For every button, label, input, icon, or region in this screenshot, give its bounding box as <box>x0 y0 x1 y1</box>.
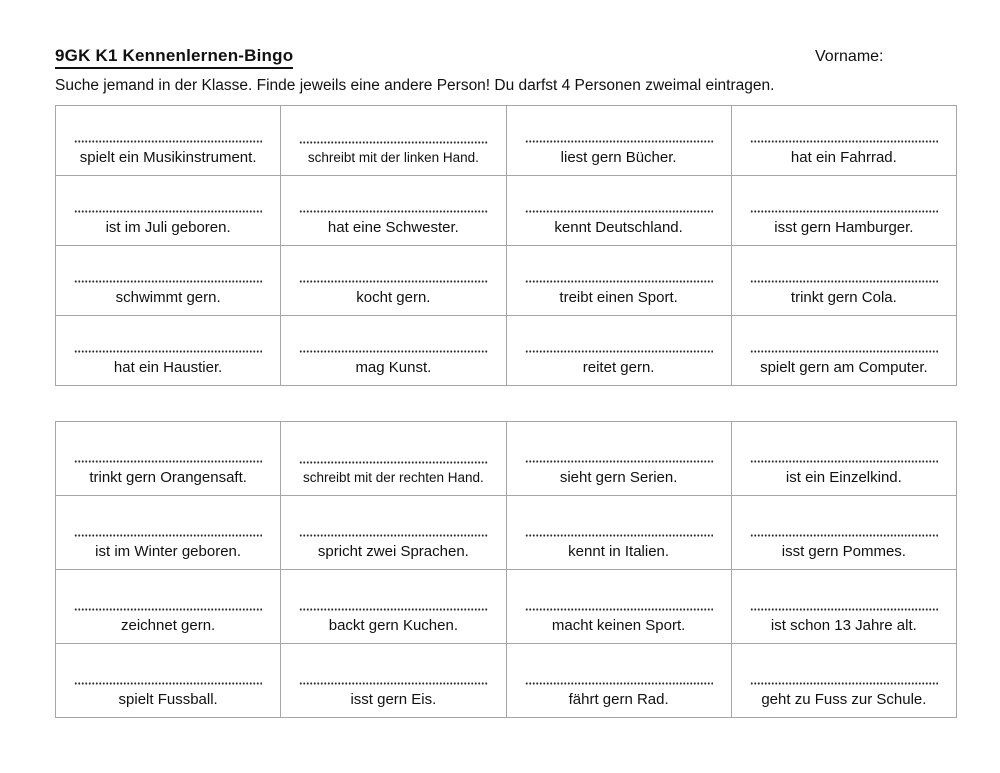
write-in-line <box>299 461 487 464</box>
write-in-line <box>299 210 487 213</box>
write-in-line <box>750 608 938 611</box>
bingo-phrase: liest gern Bücher. <box>560 148 677 166</box>
bingo-phrase: spielt Fussball. <box>118 690 218 708</box>
bingo-table-2 <box>55 421 957 718</box>
write-in-line <box>525 210 713 213</box>
write-in-line <box>750 460 938 463</box>
bingo-phrase: fährt gern Rad. <box>568 690 669 708</box>
bingo-phrase: isst gern Pommes. <box>781 542 906 560</box>
bingo-phrase: backt gern Kuchen. <box>328 616 458 634</box>
bingo-phrase: kennt Deutschland. <box>554 218 683 236</box>
bingo-cell <box>56 644 281 718</box>
write-in-line <box>750 280 938 283</box>
write-in-line <box>299 534 487 537</box>
bingo-phrase: hat ein Haustier. <box>113 358 223 376</box>
bingo-phrase: hat ein Fahrrad. <box>790 148 897 166</box>
bingo-cell <box>281 316 506 386</box>
bingo-phrase: isst gern Eis. <box>350 690 437 708</box>
bingo-phrase: geht zu Fuss zur Schule. <box>761 690 927 708</box>
bingo-phrase: schreibt mit der linken Hand. <box>307 150 479 166</box>
bingo-cell <box>732 570 957 644</box>
bingo-cell <box>281 176 506 246</box>
write-in-line <box>525 534 713 537</box>
write-in-line <box>74 280 262 283</box>
bingo-cell <box>507 246 732 316</box>
bingo-cell <box>507 496 732 570</box>
bingo-phrase: schwimmt gern. <box>115 288 221 306</box>
bingo-phrase: zeichnet gern. <box>121 616 216 634</box>
write-in-line <box>74 534 262 537</box>
bingo-cell <box>281 106 506 176</box>
bingo-table-1 <box>55 105 957 386</box>
write-in-line <box>525 280 713 283</box>
bingo-cell <box>732 644 957 718</box>
write-in-line <box>750 140 938 143</box>
write-in-line <box>74 140 262 143</box>
bingo-cell <box>56 106 281 176</box>
bingo-cell <box>507 644 732 718</box>
bingo-cell <box>281 246 506 316</box>
bingo-cell <box>56 246 281 316</box>
bingo-phrase: kocht gern. <box>356 288 431 306</box>
write-in-line <box>750 350 938 353</box>
bingo-cell <box>507 570 732 644</box>
write-in-line <box>299 682 487 685</box>
bingo-cell <box>732 496 957 570</box>
bingo-phrase: hat eine Schwester. <box>327 218 459 236</box>
bingo-phrase: kennt in Italien. <box>568 542 670 560</box>
page-title: 9GK K1 Kennenlernen-Bingo <box>55 46 293 69</box>
bingo-cell <box>507 422 732 496</box>
write-in-line <box>74 350 262 353</box>
bingo-cell <box>56 422 281 496</box>
bingo-phrase: isst gern Hamburger. <box>774 218 914 236</box>
bingo-cell <box>732 106 957 176</box>
bingo-phrase: mag Kunst. <box>355 358 432 376</box>
bingo-cell <box>281 422 506 496</box>
write-in-line <box>525 608 713 611</box>
write-in-line <box>525 350 713 353</box>
bingo-cell <box>56 570 281 644</box>
bingo-cell <box>281 570 506 644</box>
bingo-phrase: reitet gern. <box>582 358 655 376</box>
bingo-phrase: ist schon 13 Jahre alt. <box>770 616 917 634</box>
write-in-line <box>299 141 487 144</box>
bingo-cell <box>507 176 732 246</box>
name-label: Vorname: <box>815 48 884 65</box>
write-in-line <box>299 280 487 283</box>
bingo-cell <box>56 496 281 570</box>
bingo-phrase: macht keinen Sport. <box>551 616 686 634</box>
bingo-phrase: ist im Juli geboren. <box>105 218 231 236</box>
bingo-phrase: spielt ein Musikinstrument. <box>79 148 257 166</box>
bingo-phrase: schreibt mit der rechten Hand. <box>302 470 484 486</box>
bingo-cell <box>281 496 506 570</box>
bingo-cell <box>732 316 957 386</box>
write-in-line <box>74 460 262 463</box>
bingo-cell <box>56 316 281 386</box>
bingo-cell <box>281 644 506 718</box>
bingo-phrase: trinkt gern Cola. <box>790 288 897 306</box>
write-in-line <box>750 682 938 685</box>
bingo-cell <box>56 176 281 246</box>
bingo-phrase: treibt einen Sport. <box>559 288 678 306</box>
bingo-phrase: trinkt gern Orangensaft. <box>89 468 247 486</box>
bingo-phrase: spielt gern am Computer. <box>760 358 928 376</box>
bingo-phrase: ist im Winter geboren. <box>95 542 242 560</box>
bingo-phrase: ist ein Einzelkind. <box>785 468 902 486</box>
bingo-phrase: spricht zwei Sprachen. <box>317 542 469 560</box>
write-in-line <box>299 608 487 611</box>
write-in-line <box>525 460 713 463</box>
bingo-cell <box>507 106 732 176</box>
write-in-line <box>74 210 262 213</box>
bingo-cell <box>732 422 957 496</box>
write-in-line <box>750 534 938 537</box>
bingo-cell <box>732 246 957 316</box>
bingo-cell <box>507 316 732 386</box>
write-in-line <box>299 350 487 353</box>
write-in-line <box>525 140 713 143</box>
write-in-line <box>74 682 262 685</box>
instruction-text: Suche jemand in der Klasse. Finde jeweils eine andere Person! Du darfst 4 Personen zweimal eintragen. <box>55 77 775 94</box>
write-in-line <box>750 210 938 213</box>
bingo-cell <box>732 176 957 246</box>
write-in-line <box>74 608 262 611</box>
bingo-phrase: sieht gern Serien. <box>559 468 678 486</box>
write-in-line <box>525 682 713 685</box>
